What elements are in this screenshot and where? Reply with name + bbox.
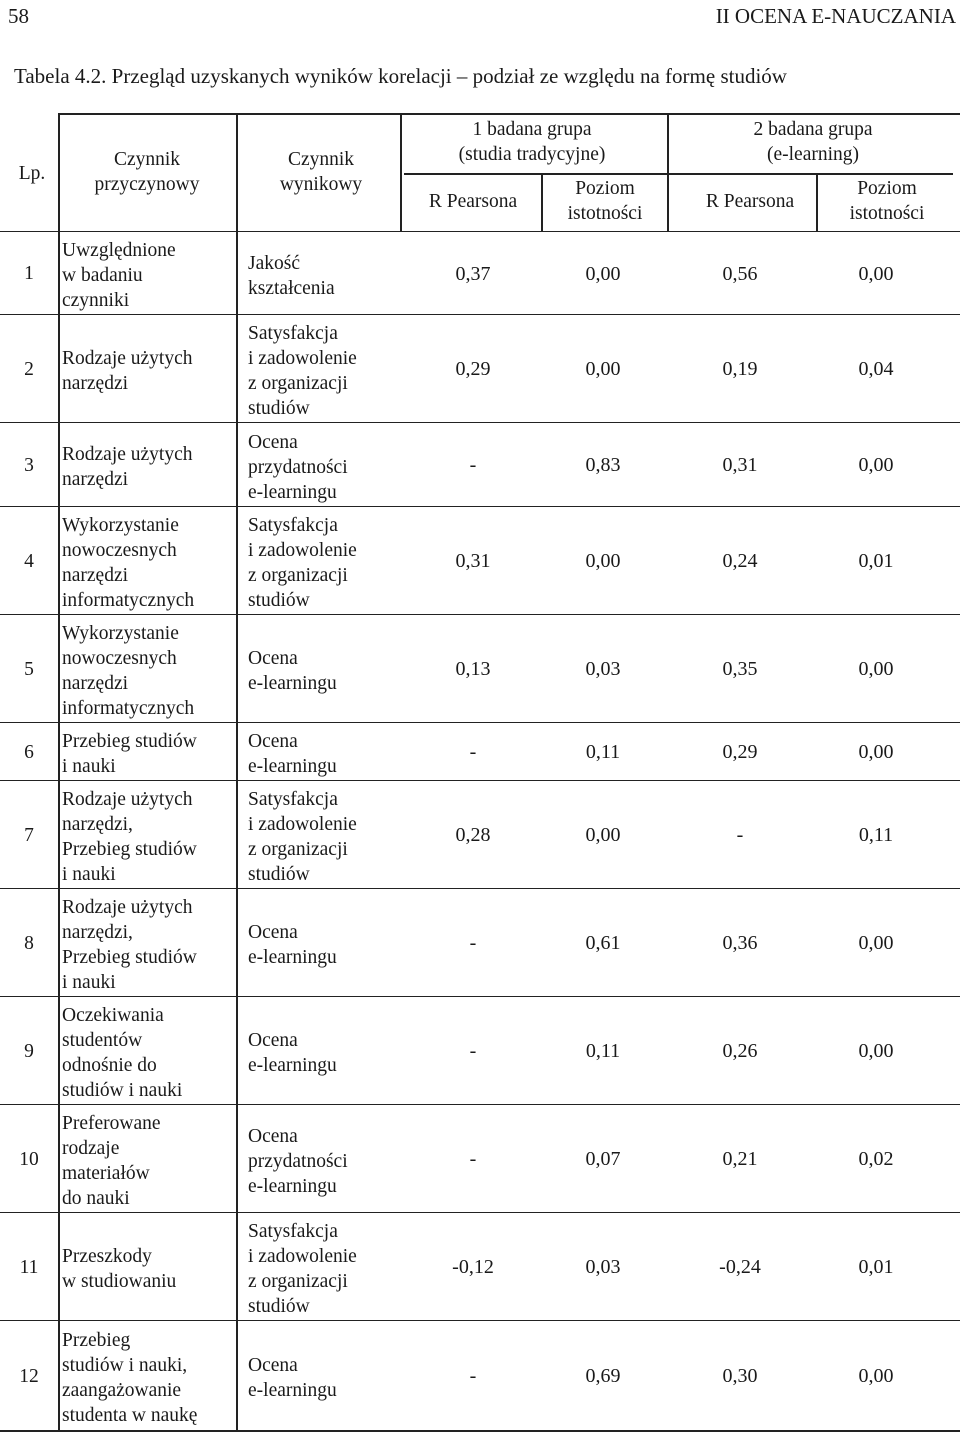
header-significance-2 — [816, 176, 958, 226]
effect-line: e-learningu — [248, 481, 337, 503]
header-r-pearson-1 — [404, 189, 542, 214]
r-pearson-1-value: 0,13 — [455, 658, 491, 680]
cause-line: informatycznych — [62, 590, 195, 611]
effect-line: e-learningu — [248, 673, 337, 694]
cause-line: i nauki — [62, 972, 116, 993]
r-pearson-2-value: 0,36 — [722, 932, 758, 954]
table-row — [0, 888, 960, 997]
r-pearson-2-value: 0,31 — [722, 454, 758, 476]
row-number: 4 — [24, 550, 34, 572]
cause-line: Wykorzystanie — [62, 515, 179, 536]
significance-1-value: 0,07 — [585, 1148, 621, 1170]
r-pearson-1-value: - — [469, 1365, 477, 1387]
effect-line: Ocena — [248, 1030, 298, 1051]
header-significance-2-line: istotności — [849, 203, 925, 224]
cause-line: w studiowaniu — [62, 1271, 177, 1292]
header-significance-2-line: Poziom — [857, 178, 917, 199]
effect-line: Ocena — [248, 922, 298, 943]
column-divider — [400, 113, 402, 231]
cause-line: narzędzi, — [62, 814, 133, 835]
effect-line: Satysfakcja — [248, 1221, 338, 1242]
significance-1-value: 0,00 — [585, 262, 621, 285]
significance-1-value: 0,69 — [585, 1365, 621, 1387]
effect-line: e-learningu — [248, 1380, 337, 1401]
cause-line: Wykorzystanie — [62, 623, 179, 644]
effect-cell — [248, 889, 398, 997]
effect-line: Ocena — [248, 431, 298, 453]
row-number: 2 — [24, 358, 34, 380]
significance-2-value: 0,00 — [858, 741, 894, 763]
cause-line: Oczekiwania — [62, 1005, 164, 1026]
effect-cell — [248, 315, 398, 423]
r-pearson-1-value: 0,29 — [455, 358, 491, 380]
effect-line: i zadowolenie — [248, 540, 357, 561]
row-number: 12 — [19, 1365, 39, 1387]
cause-line: Uwzględnione — [62, 240, 176, 261]
cause-cell — [62, 889, 232, 997]
table-row — [0, 722, 960, 781]
effect-cell — [248, 997, 398, 1105]
header-significance-1 — [545, 176, 665, 226]
header-cause-line: przyczynowy — [94, 174, 200, 195]
r-pearson-1-value: -0,12 — [452, 1256, 494, 1278]
cause-line: Rodzaje użytych — [62, 897, 193, 918]
table-row — [0, 614, 960, 723]
row-number: 1 — [24, 263, 34, 284]
significance-2-value: 0,01 — [858, 550, 894, 572]
cause-cell — [62, 1213, 232, 1321]
table-row — [0, 506, 960, 615]
cause-line: narzędzi — [62, 565, 129, 586]
effect-cell — [248, 615, 398, 723]
cause-line: narzędzi — [62, 673, 129, 694]
header-r-pearson-2-line: R Pearsona — [705, 191, 795, 212]
r-pearson-1-value: 0,37 — [455, 262, 491, 285]
page-number: 58 — [8, 4, 29, 28]
effect-line: studiów — [248, 1296, 310, 1317]
row-number: 11 — [19, 1256, 39, 1278]
cause-cell — [62, 1321, 232, 1431]
cause-line: studiów i nauki — [62, 1080, 183, 1101]
cause-line: odnośnie do — [62, 1055, 157, 1076]
significance-1-value: 0,11 — [585, 1040, 621, 1062]
cause-cell — [62, 615, 232, 723]
effect-line: kształcenia — [248, 277, 335, 299]
r-pearson-2-value: 0,56 — [722, 262, 758, 285]
cause-line: do nauki — [62, 1188, 130, 1209]
r-pearson-1-value: - — [469, 741, 477, 763]
row-number: 5 — [24, 658, 34, 680]
effect-line: e-learningu — [248, 1055, 337, 1076]
header-group-2-line: 2 badana grupa — [753, 119, 873, 140]
r-pearson-2-value: - — [736, 824, 744, 846]
cause-cell — [62, 1105, 232, 1213]
significance-1-value: 0,83 — [585, 454, 621, 476]
cause-line: studenta w naukę — [62, 1405, 198, 1426]
effect-line: przydatności — [248, 1150, 348, 1172]
cause-line: w badaniu — [62, 265, 143, 286]
row-number: 9 — [24, 1040, 34, 1062]
significance-2-value: 0,00 — [858, 1365, 894, 1387]
r-pearson-1-value: - — [469, 1148, 477, 1170]
significance-2-value: 0,00 — [858, 932, 894, 954]
significance-2-value: 0,00 — [858, 1040, 894, 1062]
cause-line: Preferowane — [62, 1113, 161, 1134]
cause-cell — [62, 781, 232, 889]
cause-line: studentów — [62, 1030, 143, 1051]
effect-cell — [248, 423, 398, 507]
significance-2-value: 0,04 — [858, 358, 894, 380]
cause-line: nowoczesnych — [62, 540, 177, 561]
significance-1-value: 0,00 — [585, 550, 621, 572]
effect-line: studiów — [248, 398, 310, 419]
header-r-pearson-1-line: R Pearsona — [428, 191, 518, 212]
table-top-border — [58, 113, 960, 115]
effect-line: i zadowolenie — [248, 348, 357, 369]
significance-2-value: 0,00 — [858, 262, 894, 285]
cause-line: zaangażowanie — [62, 1380, 182, 1401]
effect-line: z organizacji — [248, 565, 348, 586]
table-row — [0, 422, 960, 507]
effect-cell — [248, 1321, 398, 1431]
cause-line: rodzaje — [62, 1138, 120, 1159]
effect-line: studiów — [248, 864, 310, 885]
cause-cell — [62, 232, 232, 315]
cause-cell — [62, 723, 232, 781]
row-number: 3 — [24, 454, 34, 476]
table-row — [0, 231, 960, 315]
significance-1-value: 0,11 — [585, 741, 621, 763]
effect-line: i zadowolenie — [248, 814, 357, 835]
header-cause-line: Czynnik — [113, 149, 181, 170]
effect-line: Satysfakcja — [248, 515, 338, 536]
effect-cell — [248, 723, 398, 781]
table-row — [0, 1212, 960, 1321]
effect-line: i zadowolenie — [248, 1246, 357, 1267]
header-cause — [62, 147, 232, 197]
header-r-pearson-2 — [676, 189, 824, 214]
cause-line: i nauki — [62, 864, 116, 885]
significance-2-value: 0,01 — [858, 1256, 894, 1278]
page-header — [0, 0, 960, 34]
r-pearson-2-value: -0,24 — [719, 1256, 761, 1278]
effect-cell — [248, 232, 398, 315]
r-pearson-1-value: - — [469, 932, 477, 954]
effect-line: Satysfakcja — [248, 323, 338, 344]
header-group-1-line: (studia tradycyjne) — [458, 144, 606, 165]
significance-1-value: 0,03 — [585, 658, 621, 680]
header-group-2-line: (e-learning) — [766, 144, 860, 165]
cause-line: materiałów — [62, 1163, 150, 1184]
effect-line: z organizacji — [248, 373, 348, 394]
effect-line: Jakość — [248, 252, 300, 274]
cause-line: narzędzi — [62, 373, 129, 394]
effect-line: przydatności — [248, 456, 348, 478]
chapter-title: II OCENA E-NAUCZANIA — [715, 4, 956, 28]
column-divider — [667, 113, 669, 231]
cause-line: Przebieg studiów — [62, 947, 197, 968]
cause-line: Przeszkody — [62, 1246, 152, 1267]
table-row — [0, 996, 960, 1105]
cause-cell — [62, 423, 232, 507]
significance-1-value: 0,61 — [585, 932, 621, 954]
header-divider — [404, 173, 953, 175]
cause-line: Rodzaje użytych — [62, 444, 193, 465]
column-divider — [816, 173, 818, 231]
table-bottom-border — [0, 1430, 960, 1432]
cause-line: narzędzi, — [62, 922, 133, 943]
header-group-2 — [670, 117, 956, 167]
cause-line: Przebieg studiów — [62, 731, 197, 752]
effect-line: Ocena — [248, 1355, 298, 1376]
significance-2-value: 0,11 — [858, 824, 894, 846]
significance-2-value: 0,00 — [858, 454, 894, 476]
table-row — [0, 1320, 960, 1431]
r-pearson-1-value: 0,28 — [455, 824, 491, 846]
row-number: 7 — [24, 824, 34, 846]
column-divider — [58, 113, 60, 1430]
cause-line: i nauki — [62, 756, 116, 777]
significance-1-value: 0,03 — [585, 1256, 621, 1278]
r-pearson-1-value: 0,31 — [455, 550, 491, 572]
table-row — [0, 1104, 960, 1213]
table-caption: Tabela 4.2. Przegląd uzyskanych wyników korelacji – podział ze względu na formę studiów — [14, 64, 787, 88]
cause-cell — [62, 507, 232, 615]
cause-cell — [62, 997, 232, 1105]
row-number: 10 — [19, 1148, 39, 1170]
cause-line: Rodzaje użytych — [62, 789, 193, 810]
r-pearson-2-value: 0,24 — [722, 550, 758, 572]
cause-line: studiów i nauki, — [62, 1355, 188, 1376]
header-effect-line: wynikowy — [279, 174, 363, 195]
column-divider — [541, 173, 543, 231]
r-pearson-2-value: 0,21 — [722, 1148, 758, 1170]
cause-line: informatycznych — [62, 698, 195, 719]
r-pearson-2-value: 0,29 — [722, 741, 758, 763]
header-effect-line: Czynnik — [287, 149, 355, 170]
effect-line: Satysfakcja — [248, 789, 338, 810]
effect-line: Ocena — [248, 1125, 298, 1147]
effect-line: e-learningu — [248, 947, 337, 968]
significance-2-value: 0,02 — [858, 1148, 894, 1170]
header-group-1 — [404, 117, 660, 167]
cause-line: czynniki — [62, 290, 130, 311]
significance-1-value: 0,00 — [585, 824, 621, 846]
effect-line: Ocena — [248, 731, 298, 752]
cause-line: Rodzaje użytych — [62, 348, 193, 369]
r-pearson-2-value: 0,26 — [722, 1040, 758, 1062]
r-pearson-1-value: - — [469, 1040, 477, 1062]
cause-cell — [62, 315, 232, 423]
cause-line: narzędzi — [62, 469, 129, 490]
header-significance-1-line: istotności — [567, 203, 643, 224]
row-number: 8 — [24, 932, 34, 954]
effect-line: e-learningu — [248, 1175, 337, 1197]
effect-cell — [248, 507, 398, 615]
cause-line: Przebieg — [62, 1330, 131, 1351]
effect-cell — [248, 1105, 398, 1213]
table-row — [0, 314, 960, 423]
header-effect — [242, 147, 400, 197]
effect-line: z organizacji — [248, 1271, 348, 1292]
table-row — [0, 780, 960, 889]
effect-cell — [248, 781, 398, 889]
r-pearson-2-value: 0,19 — [722, 358, 758, 380]
r-pearson-1-value: - — [469, 454, 477, 476]
effect-cell — [248, 1213, 398, 1321]
effect-line: Ocena — [248, 648, 298, 669]
header-lp: Lp. — [18, 163, 46, 184]
effect-line: studiów — [248, 590, 310, 611]
row-number: 6 — [24, 741, 34, 763]
header-group-1-line: 1 badana grupa — [472, 119, 592, 140]
cause-line: Przebieg studiów — [62, 839, 197, 860]
significance-2-value: 0,00 — [858, 658, 894, 680]
effect-line: z organizacji — [248, 839, 348, 860]
r-pearson-2-value: 0,35 — [722, 658, 758, 680]
cause-line: nowoczesnych — [62, 648, 177, 669]
column-divider — [236, 113, 238, 1430]
effect-line: e-learningu — [248, 756, 337, 777]
r-pearson-2-value: 0,30 — [722, 1365, 758, 1387]
significance-1-value: 0,00 — [585, 358, 621, 380]
header-significance-1-line: Poziom — [575, 178, 635, 199]
